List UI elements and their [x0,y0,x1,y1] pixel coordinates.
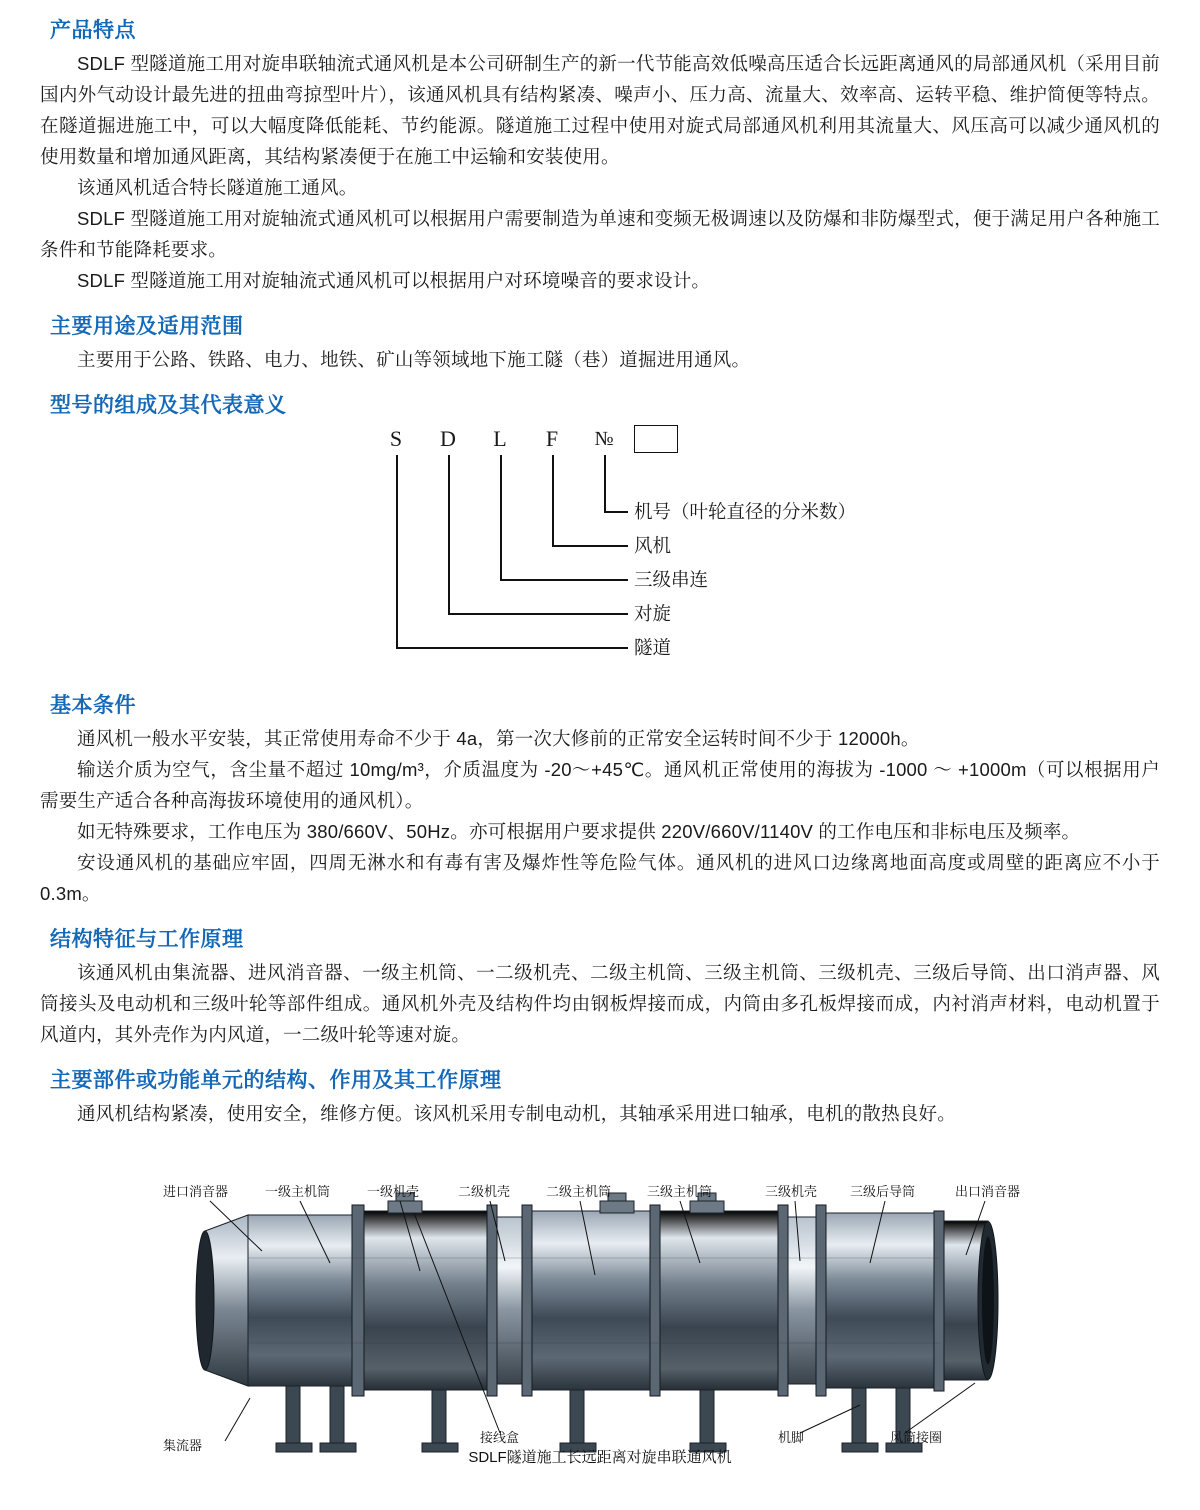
leader-line-counter-rotating-vertical [448,455,450,613]
fig-label-stage3-casing: 三级机壳 [765,1184,818,1199]
paragraph-main-use-1: 主要用于公路、铁路、电力、地铁、矿山等领域地下施工隧（巷）道掘进用通风。 [77,349,751,370]
fig-label-collector: 集流器 [163,1438,203,1453]
model-code-letters [370,425,678,453]
fig-label-duct-connection-ring: 风筒接圈 [890,1430,943,1445]
leader-line-three-stage-vertical [500,455,502,579]
model-legend-counter-rotating: 对旋 [634,603,672,624]
fig-label-inlet-silencer: 进口消音器 [163,1184,229,1199]
fig-label-stage1-main-barrel: 一级主机筒 [265,1184,331,1199]
leader-line-three-stage-horizontal [500,579,628,581]
fig-label-stage2-main-barrel: 二级主机筒 [546,1184,612,1199]
paragraph-product-features-4: SDLF 型隧道施工用对旋轴流式通风机可以根据用户对环境噪音的要求设计。 [77,270,711,291]
fig-label-machine-foot: 机脚 [778,1430,805,1445]
paragraph-product-features-2: 该通风机适合特长隧道施工通风。 [77,177,358,198]
paragraph-structure-principle-1: 该通风机由集流器、进风消音器、一级主机筒、一二级机壳、二级主机筒、三级主机筒、三级机壳、三级后导筒、出口消声器、风筒接头及电动机和三级叶轮等部件组成。通风机外壳及结构件均由钢板焊接而成，内筒由多孔板焊接而成，内衬消声材料，电动机置于风道内，其外壳作为内风道，一二级叶轮等速对旋。 [40,962,1160,1045]
model-legend-impeller-no: 机号（叶轮直径的分米数） [634,501,857,522]
model-letter-d: D [440,426,456,451]
leader-line-tunnel-horizontal [396,647,628,649]
paragraph-product-features-1: SDLF 型隧道施工用对旋串联轴流式通风机是本公司研制生产的新一代节能高效低噪高压适合长远距离通风的局部通风机（采用目前国内外气动设计最先进的扭曲弯掠型叶片），该通风机具有结构紧凑、噪声小、压力高、流量大、效率高、运转平稳、维护简便等特点。在隧道掘进施工中，可以大幅度降低能耗、节约能源。隧道施工过程中使用对旋式局部通风机利用其流量大、风压高可以减少通风机的使用数量和增加通风距离，其结构紧凑便于在施工中运输和安装使用。 [40,53,1160,167]
fig-label-stage1-casing: 一级机壳 [367,1184,420,1199]
section-title-structure-principle: 结构特征与工作原理 [50,928,244,951]
model-letter-l: L [493,426,507,451]
leader-line-model-no-horizontal [604,511,628,513]
model-number-box [634,425,678,453]
leader-line-tunnel-vertical [396,455,398,647]
section-title-basic-conditions: 基本条件 [50,694,136,717]
model-letter-f: F [545,426,559,451]
paragraph-basic-conditions-1: 通风机一般水平安装，其正常使用寿命不少于 4a，第一次大修前的正常安全运转时间不少于 12000h。 [77,728,920,749]
paragraph-basic-conditions-4: 安设通风机的基础应牢固，四周无淋水和有毒有害及爆炸性等危险气体。通风机的进风口边缘离地面高度或周壁的距离应不小于 0.3m。 [40,852,1160,904]
fig-label-stage3-main-barrel: 三级主机筒 [647,1184,713,1199]
leader-line-model-no-vertical [604,455,606,511]
model-legend-tunnel: 隧道 [634,637,672,658]
fig-label-stage3-rear-barrel: 三级后导筒 [850,1184,916,1199]
section-title-main-use: 主要用途及适用范围 [50,315,244,338]
fig-label-junction-box: 接线盒 [480,1430,520,1445]
fig-label-stage2-casing: 二级机壳 [458,1184,511,1199]
fig-label-outlet-silencer: 出口消音器 [955,1184,1021,1199]
section-title-product-features: 产品特点 [50,19,136,42]
section-title-model-composition: 型号的组成及其代表意义 [50,394,287,417]
leader-line-fan-vertical [552,455,554,545]
paragraph-main-parts-1: 通风机结构紧凑，使用安全，维修方便。该风机采用专制电动机，其轴承采用进口轴承，电机的散热良好。 [77,1103,956,1124]
figure-caption: SDLF隧道施工长远距离对旋串联通风机 [468,1449,732,1466]
section-title-main-parts: 主要部件或功能单元的结构、作用及其工作原理 [50,1069,502,1092]
leader-line-fan-horizontal [552,545,628,547]
product-figure [0,1143,1200,1473]
model-legend-fan: 风机 [634,535,672,556]
leader-line-counter-rotating-horizontal [448,613,628,615]
paragraph-basic-conditions-2: 输送介质为空气，含尘量不超过 10mg/m³，介质温度为 -20～+45℃。通风机正常使用的海拔为 -1000 ～ +1000m（可以根据用户需要生产适合各种高海拔环境使用的通风机）。 [40,759,1160,811]
paragraph-product-features-3: SDLF 型隧道施工用对旋轴流式通风机可以根据用户需要制造为单速和变频无极调速以及防爆和非防爆型式，便于满足用户各种施工条件和节能降耗要求。 [40,208,1160,260]
paragraph-basic-conditions-3: 如无特殊要求，工作电压为 380/660V、50Hz。亦可根据用户要求提供 220V/660V/1140V 的工作电压和非标电压及频率。 [77,821,1081,842]
model-legend-three-stage: 三级串连 [634,569,709,590]
model-number-symbol: № [594,427,614,450]
model-code-diagram [40,425,1160,675]
model-letter-s: S [389,426,403,451]
